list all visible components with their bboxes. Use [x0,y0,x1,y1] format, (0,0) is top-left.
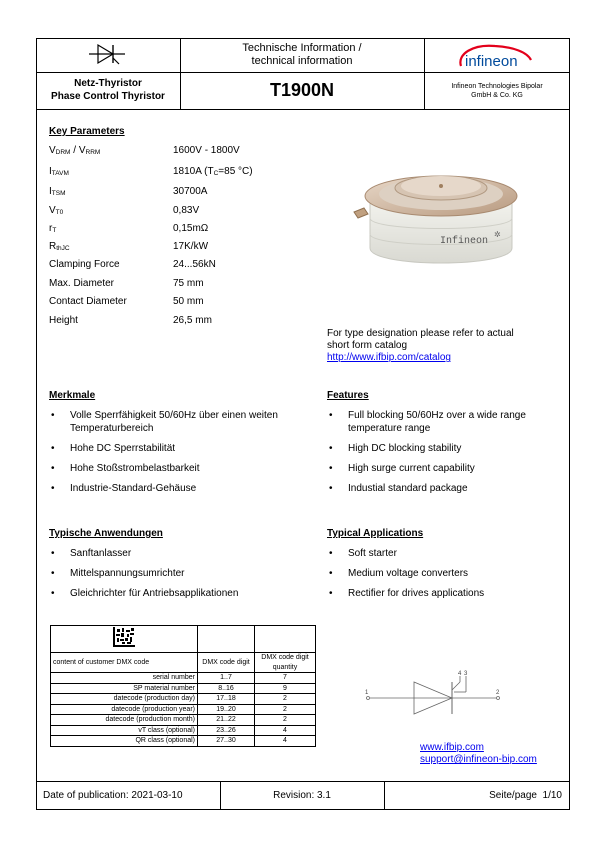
param-rt-value: 0,15mΩ [173,223,209,234]
company-line-1: Infineon Technologies Bipolar [451,83,543,90]
list-item: • Sanftanlasser [49,547,299,560]
photo-brand-label: Infineon [440,236,489,247]
param-maxdiam-label: Max. Diameter [49,278,115,289]
svg-text:2: 2 [496,690,500,696]
catalog-note [327,328,514,364]
table-row: SP material number 8..16 9 [51,683,316,694]
list-item: • Medium voltage converters [327,567,537,580]
param-rthjc-label: $R_{thJC}$ [49,241,70,252]
svg-text:1: 1 [365,690,369,696]
dmx-empty-cell [198,626,255,653]
merkmale-list [49,409,294,502]
table-row: serial number 1..7 7 [51,673,316,684]
website-link[interactable]: www.ifbip.com [420,742,484,753]
catalog-link[interactable]: http://www.ifbip.com/catalog [327,352,451,363]
param-height-value: 26,5 mm [173,315,212,326]
page-label: Seite/page [489,790,537,801]
device-photo [352,158,530,278]
dmx-header-digit: DMX code digit [198,653,255,673]
list-item: • High surge current capability [327,462,527,475]
info-line-de: Technische Information / [242,42,362,54]
footer-divider [36,781,570,782]
list-item: • Soft starter [327,547,537,560]
param-rthjc-value: 17K/kW [173,241,209,252]
list-item: • High DC blocking stability [327,442,527,455]
infineon-logo-icon [455,42,535,72]
param-vdrm-label: $V_{DRM} / V_{RRM}$ [49,145,101,156]
svg-text:✲: ✲ [494,230,501,239]
company-line-2: GmbH & Co. KG [471,92,523,99]
param-vt0-label: $V_{T0}$ [49,205,64,216]
catalog-note-line-2: short form catalog [327,340,408,351]
param-contact-label: Contact Diameter [49,296,127,307]
table-row: QR class (optional) 27..30 4 [51,736,316,747]
device-type-de: Netz-Thyristor [74,78,142,89]
param-itavm-value: 1810A ($T_C=85$ °C) [173,166,253,177]
param-itsm-value: 30700A [173,186,208,197]
page-number [384,790,562,801]
header-bottom [36,109,570,110]
revision: Revision: 3.1 [273,790,331,801]
anwendungen-heading: Typische Anwendungen [49,528,163,539]
catalog-note-line-1: For type designation please refer to actual [327,328,514,339]
anwendungen-list [49,547,299,607]
param-maxdiam-value: 75 mm [173,278,204,289]
dmx-empty-cell [255,626,316,653]
svg-text:4: 4 [458,671,462,677]
param-clamping-value: 24...56kN [173,259,216,270]
param-contact-value: 50 mm [173,296,204,307]
table-row: datecode (production month) 21..22 2 [51,715,316,726]
table-row: vT class (optional) 23..26 4 [51,725,316,736]
dmx-code-cell [51,626,198,653]
param-clamping-label: Clamping Force [49,259,120,270]
datamatrix-code-icon [113,627,135,647]
contact-links [420,742,537,766]
list-item: • Gleichrichter für Antriebsapplikationen [49,587,299,600]
dmx-header-quantity: DMX code digit quantity [255,653,316,673]
svg-text:3: 3 [464,671,468,677]
info-line-en: technical information [251,55,353,67]
features-heading: Features [327,390,369,401]
list-item: • Industrie-Standard-Gehäuse [49,482,294,495]
page-value: 1/10 [542,790,562,801]
technical-info-title [180,42,424,68]
list-item: • Rectifier for drives applications [327,587,537,600]
table-row: datecode (production year) 19..20 2 [51,704,316,715]
applications-heading: Typical Applications [327,528,424,539]
list-item: • Hohe Stoßstrombelastbarkeit [49,462,294,475]
company-name [424,82,570,100]
merkmale-heading: Merkmale [49,390,96,401]
param-vdrm-value: 1600V - 1800V [173,145,240,156]
applications-list [327,547,537,607]
param-itsm-label: $I_{TSM}$ [49,186,66,197]
header-divider [36,72,570,73]
param-rt-label: $r_T$ [49,223,57,234]
list-item: • Volle Sperrfähigkeit 50/60Hz über einen weiten Temperaturbereich [49,409,294,435]
features-list [327,409,527,502]
thyristor-circuit-symbol-icon [362,670,512,720]
publication-date: Date of publication: 2021-03-10 [43,790,183,801]
device-type-en: Phase Control Thyristor [51,91,165,102]
list-item: • Full blocking 50/60Hz over a wide range temperature range [327,409,527,435]
part-number: T1900N [269,80,335,100]
table-row: datecode (production day) 17..18 2 [51,694,316,705]
svg-text:infineon: infineon [465,53,518,70]
param-vt0-value: 0,83V [173,205,200,216]
dmx-code-table [50,625,316,747]
param-height-label: Height [49,315,78,326]
key-parameters-heading: Key Parameters [49,126,125,137]
param-itavm-label: $I_{TAVM}$ [49,166,69,177]
list-item: • Hohe DC Sperrstabilität [49,442,294,455]
support-email-link[interactable]: support@infineon-bip.com [420,754,537,765]
thyristor-symbol-icon [88,43,126,65]
list-item: • Mittelspannungsumrichter [49,567,299,580]
dmx-header-label: content of customer DMX code [51,653,198,673]
device-type [36,77,180,103]
list-item: • Industial standard package [327,482,527,495]
